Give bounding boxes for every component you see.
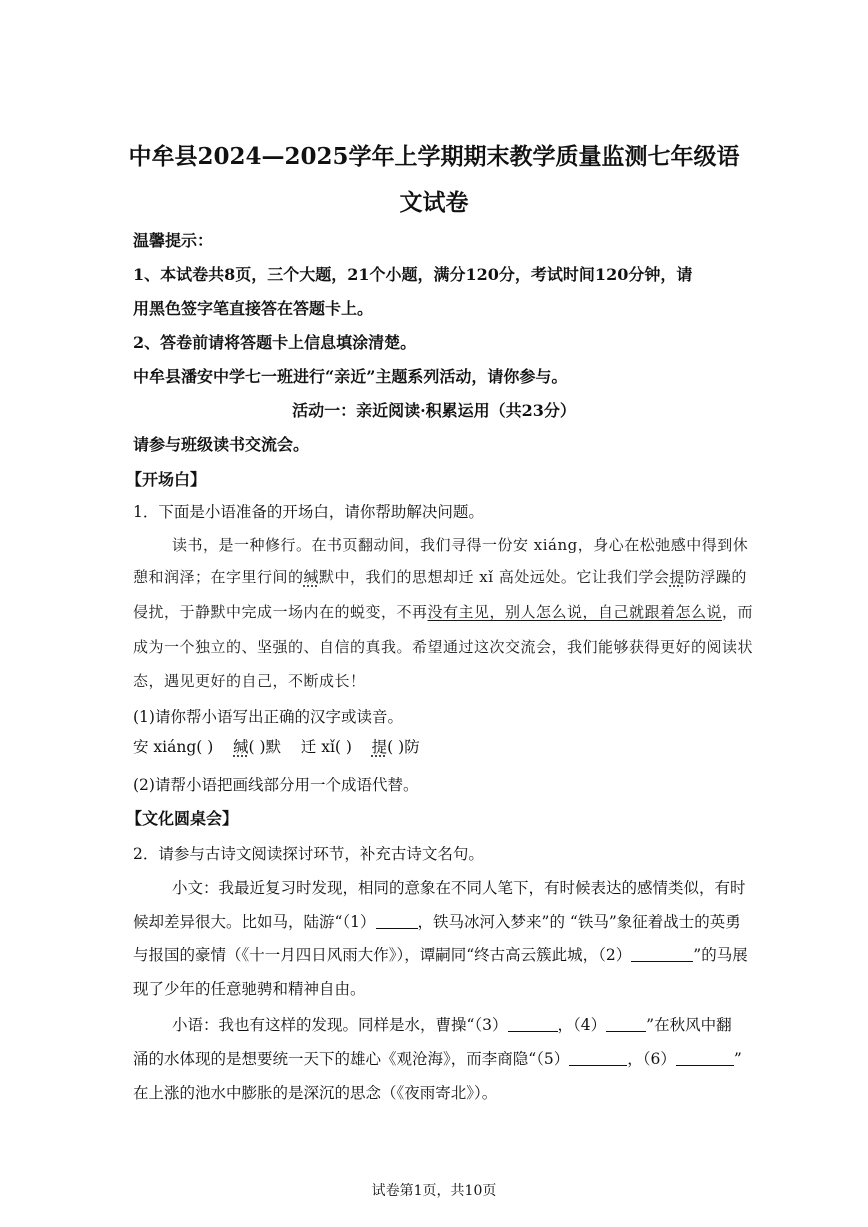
section-roundtable: 【文化圆桌会】 xyxy=(126,809,239,828)
q2-p1-line4: 现了少年的任意驰骋和精神自由。 xyxy=(133,980,366,998)
answer-blank-2[interactable] xyxy=(631,947,693,962)
q2-p1-line3-a: 与报国的豪情（《十一月四日风雨大作》），谭嗣同“终古高云簇此城，（2） xyxy=(133,946,632,964)
fill-jian: ( )默 xyxy=(248,738,282,756)
q2-p2-line1-b: ，（4） xyxy=(557,1016,607,1034)
tips-heading: 温馨提示： xyxy=(133,231,214,250)
q1-passage-line4: 成为一个独立的、坚强的、自信的真我。希望通过这次交流会，我们能够获得更好的阅读状 xyxy=(133,638,754,656)
q2-p2-line2 xyxy=(133,1047,742,1069)
q2-p2-line2-a: 涌的水体现的是想要统一天下的雄心《观沧海》，而李商隐“（5） xyxy=(133,1050,570,1068)
q2-p2-line2-c: ” xyxy=(733,1050,742,1068)
activity1-heading: 活动一：亲近阅读·积累运用（共23分） xyxy=(292,401,576,420)
q2-p1-line2-a: 候却差异很大。比如马，陆游“（1） xyxy=(133,913,376,931)
dotted-char-jian: 缄 xyxy=(303,568,320,586)
q1-passage-line3 xyxy=(133,601,753,622)
q1-passage-line2-a: 憩和润泽；在字里行间的 xyxy=(133,568,304,586)
section-opening: 【开场白】 xyxy=(126,470,207,489)
q1-stem: 1．下面是小语准备的开场白，请你帮助解决问题。 xyxy=(133,503,484,521)
answer-blank-1[interactable] xyxy=(376,914,418,929)
q1-passage-line2 xyxy=(133,566,747,587)
q2-p2-line2-b: ，（6） xyxy=(627,1050,676,1068)
page-footer: 试卷第1页，共10页 xyxy=(371,1183,497,1199)
q1-passage-line5: 态，遇见更好的自己，不断成长！ xyxy=(133,672,366,690)
fill-ti: ( )防 xyxy=(387,738,420,756)
page-title-line1: 中牟县2024—2025学年上学期期末教学质量监测七年级语 xyxy=(128,143,740,170)
q1-passage-line2-b: 默中，我们的思想却迁 xǐ 高处远处。它让我们学会 xyxy=(319,568,670,586)
page-title-line2: 文试卷 xyxy=(399,189,469,216)
q2-p1-line1: 小文：我最近复习时发现，相同的意象在不同人笔下，有时候表达的感情类似，有时 xyxy=(172,879,746,897)
fill-xiang: 安 xiáng( ) xyxy=(133,738,214,756)
underlined-phrase: 没有主见，别人怎么说，自己就跟着怎么说 xyxy=(427,603,723,621)
q2-p1-line3-b: ”的马展 xyxy=(693,946,748,964)
q2-p2-line3: 在上涨的池水中膨胀的是深沉的思念（《夜雨寄北》）。 xyxy=(133,1084,498,1102)
q2-p2-line1-a: 小语：我也有这样的发现。同样是水，曹操“（3） xyxy=(172,1016,508,1034)
q1-sub2: (2)请帮小语把画线部分用一个成语代替。 xyxy=(133,776,419,794)
fill-xi: 迁 xǐ( ) xyxy=(300,738,352,756)
q2-p1-line3 xyxy=(133,943,748,965)
q2-p2-line1-c: ”在秋风中翻 xyxy=(646,1016,732,1034)
fill-dotted-jian: 缄 xyxy=(233,738,249,756)
intro-text: 中牟县潘安中学七一班进行“亲近”主题系列活动，请你参与。 xyxy=(133,367,568,386)
tips-item2: 2、答卷前请将答题卡上信息填涂清楚。 xyxy=(133,333,417,352)
answer-blank-4[interactable] xyxy=(606,1017,646,1032)
answer-blank-6[interactable] xyxy=(676,1051,734,1066)
activity1-instruction: 请参与班级读书交流会。 xyxy=(133,435,310,454)
tips-item1-a: 1、本试卷共8页，三个大题，21个小题，满分120分，考试时间120分钟，请 xyxy=(133,265,693,284)
q1-passage-line3-b: ，而 xyxy=(722,603,754,621)
answer-blank-5[interactable] xyxy=(569,1051,627,1066)
q1-sub1: (1)请你帮小语写出正确的汉字或读音。 xyxy=(133,708,403,726)
tips-item1-b: 用黑色签字笔直接答在答题卡上。 xyxy=(133,299,374,318)
q2-stem: 2．请参与古诗文阅读探讨环节，补充古诗文名句。 xyxy=(133,845,484,863)
q1-passage-line2-c: 防浮躁的 xyxy=(684,568,747,586)
answer-blank-3[interactable] xyxy=(508,1017,558,1032)
q1-fill-row xyxy=(133,735,420,757)
q2-p1-line2 xyxy=(133,910,741,932)
dotted-char-ti: 提 xyxy=(669,568,685,586)
q1-passage-line1: 读书，是一种修行。在书页翻动间，我们寻得一份安 xiáng，身心在松弛感中得到休 xyxy=(172,536,749,554)
q2-p1-line2-b: ，铁马冰河入梦来”的 “铁马”象征着战士的英勇 xyxy=(417,913,741,931)
q1-passage-line3-a: 侵扰，于静默中完成一场内在的蜕变，不再 xyxy=(133,603,428,621)
q2-p2-line1 xyxy=(172,1013,732,1035)
fill-dotted-ti: 提 xyxy=(371,738,388,756)
